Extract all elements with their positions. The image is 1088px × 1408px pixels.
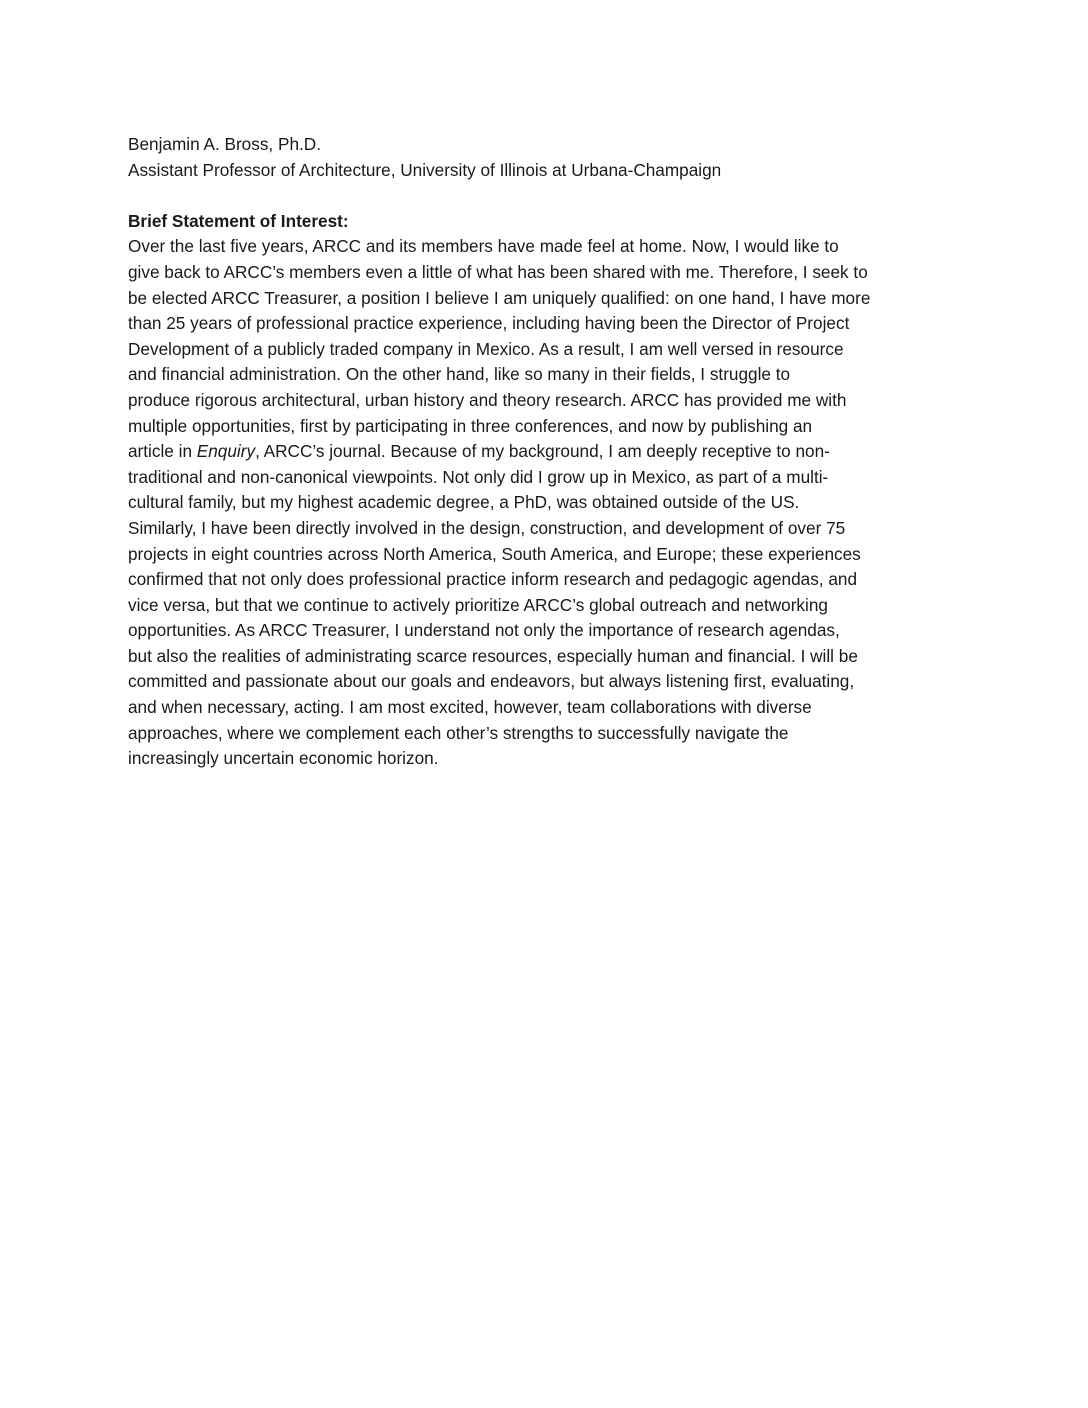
- statement-line: approaches, where we complement each other’s strengths to successfully navigate the: [128, 722, 789, 743]
- statement-line: [128, 439, 968, 465]
- statement-line: opportunities. As ARCC Treasurer, I understand not only the importance of research agendas,: [128, 620, 840, 641]
- line-text-after-journal: , ARCC’s journal. Because of my background, I am deeply receptive to non-: [255, 441, 830, 462]
- statement-line: but also the realities of administrating scarce resources, especially human and financial. I will be: [128, 645, 858, 666]
- statement-line: and financial administration. On the other hand, like so many in their fields, I struggle to: [128, 364, 791, 385]
- document-page: [128, 132, 968, 772]
- statement-heading: Brief Statement of Interest:: [128, 210, 349, 231]
- statement-line: give back to ARCC’s members even a little of what has been shared with me. Therefore, I seek to: [128, 261, 868, 282]
- statement-line: Over the last five years, ARCC and its members have made feel at home. Now, I would like to: [128, 236, 839, 257]
- statement-line: than 25 years of professional practice experience, including having been the Director of Project: [128, 313, 850, 334]
- statement-line: Development of a publicly traded company in Mexico. As a result, I am well versed in resource: [128, 338, 844, 359]
- spacer: [128, 183, 968, 209]
- statement-line: confirmed that not only does professional practice inform research and pedagogic agendas, and: [128, 569, 858, 590]
- statement-body: [128, 234, 968, 771]
- statement-line: projects in eight countries across North America, South America, and Europe; these experiences: [128, 543, 861, 564]
- author-name: Benjamin A. Bross, Ph.D.: [128, 134, 321, 154]
- statement-line: Similarly, I have been directly involved in the design, construction, and development of over 75: [128, 517, 846, 538]
- statement-line: cultural family, but my highest academic degree, a PhD, was obtained outside of the US.: [128, 492, 800, 513]
- line-text-before-journal: article in: [128, 441, 197, 462]
- statement-line: multiple opportunities, first by participating in three conferences, and now by publishing an: [128, 415, 813, 436]
- author-position: Assistant Professor of Architecture, University of Illinois at Urbana-Champaign: [128, 159, 722, 180]
- statement-line: increasingly uncertain economic horizon.: [128, 748, 439, 769]
- statement-line: traditional and non-canonical viewpoints. Not only did I grow up in Mexico, as part of a multi-: [128, 466, 829, 487]
- statement-line: committed and passionate about our goals and endeavors, but always listening first, evaluating,: [128, 671, 855, 692]
- statement-line: vice versa, but that we continue to actively prioritize ARCC’s global outreach and networking: [128, 594, 828, 615]
- statement-line: produce rigorous architectural, urban history and theory research. ARCC has provided me with: [128, 389, 847, 410]
- journal-title: Enquiry: [196, 441, 256, 462]
- statement-line: and when necessary, acting. I am most excited, however, team collaborations with diverse: [128, 697, 812, 718]
- statement-line: be elected ARCC Treasurer, a position I believe I am uniquely qualified: on one hand, I have more: [128, 287, 871, 308]
